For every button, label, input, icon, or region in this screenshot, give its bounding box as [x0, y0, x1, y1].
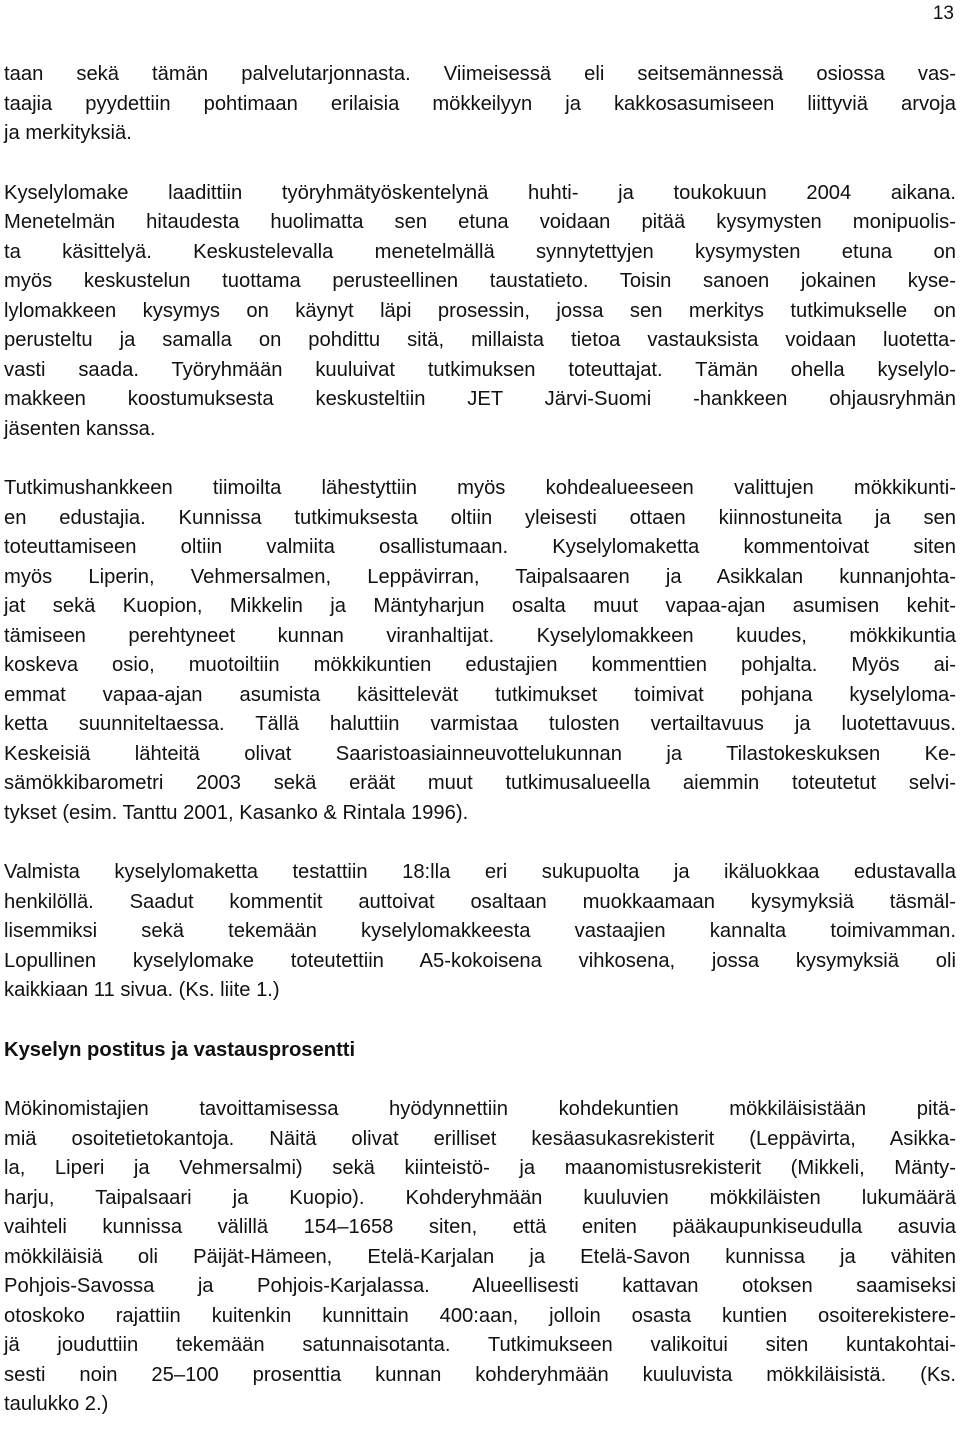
- text-line: tykset (esim. Tanttu 2001, Kasanko & Rintala 1996).: [4, 801, 469, 824]
- text-line: makkeen koostumuksesta keskusteltiin JET Järvi-Suomi -hankkeen ohjausryhmän: [4, 388, 956, 410]
- text-line: taajia pyydettiin pohtimaan erilaisia mökkeilyyn ja kakkosasumiseen liittyviä arvoja: [4, 92, 956, 115]
- paragraph-gap: [4, 149, 956, 179]
- paragraph-mailing-and-sampling: [4, 1095, 956, 1420]
- text-line: sämökkibarometri 2003 sekä eräät muut tutkimusalueella aiemmin toteutetut selvi-: [4, 772, 956, 794]
- text-line: jat sekä Kuopion, Mikkelin ja Mäntyharjun osalta muut vapaa-ajan asumisen kehit-: [4, 595, 956, 617]
- paragraph-gap: [4, 1006, 956, 1036]
- text-line: jä jouduttiin tekemään satunnaisotanta. Tutkimukseen valikoitui siten kuntakohtai-: [4, 1334, 956, 1356]
- paragraph-questionnaire-sections: [4, 60, 956, 149]
- text-line: myös Liperin, Vehmersalmen, Leppävirran, Taipalsaaren ja Asikkalan kunnanjohta-: [4, 565, 956, 588]
- paragraph-gap: [4, 444, 956, 474]
- text-line: Kyselylomake laadittiin työryhmätyöskentelynä huhti- ja toukokuun 2004 aikana.: [4, 181, 956, 204]
- text-line: henkilöllä. Saadut kommentit auttoivat osaltaan muokkaamaan kysymyksiä täsmäl-: [4, 890, 956, 913]
- paragraph-gap: [4, 1065, 956, 1095]
- text-line: emmat vapaa-ajan asumista käsittelevät tutkimukset toimivat pohjana kyselyloma-: [4, 683, 956, 706]
- document-body: [4, 60, 956, 1420]
- text-line: mökkiläisiä oli Päijät-Hämeen, Etelä-Karjalan ja Etelä-Savon kunnissa ja vähiten: [4, 1245, 956, 1268]
- text-line: lylomakkeen kysymys on käynyt läpi prosessin, jossa sen merkitys tutkimukselle on: [4, 299, 956, 322]
- text-line: tämiseen perehtyneet kunnan viranhaltijat. Kyselylomakkeen kuudes, mökkikuntia: [4, 624, 956, 647]
- text-line: sesti noin 25–100 prosenttia kunnan kohderyhmään kuuluvista mökkiläisistä. (Ks.: [4, 1363, 956, 1386]
- text-line: Valmista kyselylomaketta testattiin 18:lla eri sukupuolta ja ikäluokkaa edustavalla: [4, 861, 956, 883]
- text-line: Mökinomistajien tavoittamisessa hyödynnettiin kohdekuntien mökkiläisistään pitä-: [4, 1098, 956, 1120]
- text-line: Lopullinen kyselylomake toteutettiin A5-kokoisena vihkosena, jossa kysymyksiä oli: [4, 949, 956, 972]
- text-line: harju, Taipalsaari ja Kuopio). Kohderyhmään kuuluvien mökkiläisten lukumäärä: [4, 1186, 956, 1209]
- text-line: ketta suunniteltaessa. Tällä haluttiin varmistaa tulosten vertailtavuus ja luotettavuus.: [4, 713, 956, 735]
- text-line: perusteltu ja samalla on pohdittu sitä, millaista tietoa vastauksista voidaan luotetta-: [4, 329, 956, 351]
- text-line: taulukko 2.): [4, 1393, 109, 1415]
- paragraph-gap: [4, 828, 956, 858]
- section-heading: Kyselyn postitus ja vastausprosentti: [4, 1038, 356, 1061]
- text-line: vasti saada. Työryhmään kuuluivat tutkimuksen toteuttajat. Tämän ohella kyselylo-: [4, 358, 956, 381]
- paragraph-questionnaire-design: [4, 179, 956, 445]
- text-line: kaikkiaan 11 sivua. (Ks. liite 1.): [4, 979, 280, 1001]
- text-line: myös keskustelun tuottama perusteellinen taustatieto. Toisin sanoen jokainen kyse-: [4, 270, 956, 292]
- text-line: Pohjois-Savossa ja Pohjois-Karjalassa. Alueellisesti kattavan otoksen saamiseksi: [4, 1275, 956, 1297]
- page-number: 13: [932, 3, 954, 24]
- text-line: miä osoitetietokantoja. Näitä olivat erilliset kesäasukasrekisterit (Leppävirta, Asikka-: [4, 1127, 956, 1150]
- paragraph-questionnaire-testing: [4, 858, 956, 1006]
- text-line: Keskeisiä lähteitä olivat Saaristoasiainneuvottelukunnan ja Tilastokeskuksen Ke-: [4, 742, 956, 765]
- text-line: en edustajia. Kunnissa tutkimuksesta oltiin yleisesti ottaen kiinnostuneita ja sen: [4, 506, 956, 529]
- text-line: Tutkimushankkeen tiimoilta lähestyttiin myös kohdealueeseen valittujen mökkikunti-: [4, 477, 956, 499]
- text-line: Menetelmän hitaudesta huolimatta sen etuna voidaan pitää kysymysten monipuolis-: [4, 211, 956, 233]
- text-line: lisemmiksi sekä tekemään kyselylomakkeesta vastaajien kannalta toimivamman.: [4, 920, 956, 942]
- text-line: taan sekä tämän palvelutarjonnasta. Viimeisessä eli seitsemännessä osiossa vas-: [4, 63, 956, 85]
- text-line: la, Liperi ja Vehmersalmi) sekä kiinteistö- ja maanomistusrekisterit (Mikkeli, Mänty-: [4, 1157, 956, 1179]
- text-line: vaihteli kunnissa välillä 154–1658 siten, että eniten pääkaupunkiseudulla asuvia: [4, 1216, 956, 1238]
- text-line: toteuttamiseen oltiin valmiita osallistumaan. Kyselylomaketta kommentoivat siten: [4, 536, 956, 558]
- text-line: koskeva osio, muotoiltiin mökkikuntien edustajien kommenttien pohjalta. Myös ai-: [4, 654, 956, 676]
- text-line: ta käsittelyä. Keskustelevalla menetelmällä synnytettyjen kysymysten etuna on: [4, 240, 956, 263]
- text-line: jäsenten kanssa.: [4, 417, 156, 440]
- text-line: otoskoko rajattiin kuitenkin kunnittain 400:aan, jolloin osasta kuntien osoiterekistere-: [4, 1304, 956, 1327]
- paragraph-municipal-representatives: [4, 474, 956, 828]
- text-line: ja merkityksiä.: [4, 122, 132, 144]
